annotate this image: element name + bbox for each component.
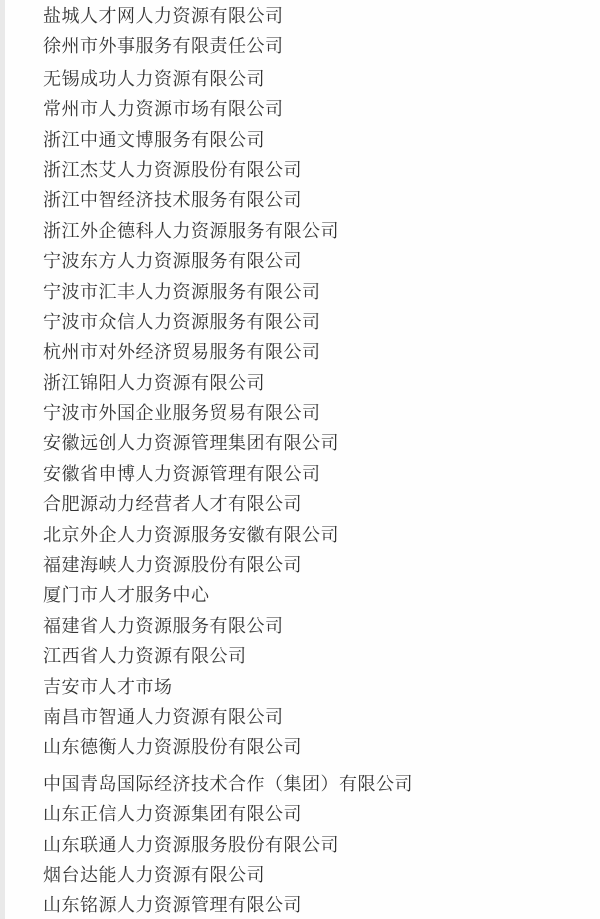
list-item: 浙江外企德科人力资源服务有限公司 [43,220,339,241]
list-item: 安徽远创人力资源管理集团有限公司 [43,433,339,454]
list-item: 浙江杰艾人力资源股份有限公司 [43,159,302,180]
list-item: 盐城人才网人力资源有限公司 [43,6,284,26]
list-item: 江西省人力资源有限公司 [43,646,247,667]
list-item: 安徽省申博人力资源管理有限公司 [43,463,321,484]
list-item: 中国青岛国际经济技术合作（集团）有限公司 [43,773,413,794]
list-item: 合肥源动力经营者人才有限公司 [43,494,302,515]
list-item: 杭州市对外经济贸易服务有限公司 [43,342,321,363]
list-item: 无锡成功人力资源有限公司 [43,68,265,89]
list-item: 福建海峡人力资源股份有限公司 [43,555,302,576]
list-item: 宁波东方人力资源服务有限公司 [43,251,302,272]
list-item: 烟台达能人力资源有限公司 [43,864,265,885]
list-item: 浙江中智经济技术服务有限公司 [43,190,302,211]
list-item: 厦门市人才服务中心 [43,585,210,606]
list-item: 吉安市人才市场 [43,676,173,697]
list-item: 宁波市众信人力资源服务有限公司 [43,311,321,332]
list-item: 山东正信人力资源集团有限公司 [43,804,302,825]
list-item: 南昌市智通人力资源有限公司 [43,706,284,727]
list-item: 宁波市汇丰人力资源服务有限公司 [43,281,321,302]
list-item: 宁波市外国企业服务贸易有限公司 [43,403,321,424]
list-item: 山东德衡人力资源股份有限公司 [43,737,302,758]
list-item: 北京外企人力资源服务安徽有限公司 [43,524,339,545]
list-item: 福建省人力资源服务有限公司 [43,615,284,636]
list-item: 浙江中通文博服务有限公司 [43,129,265,150]
list-item: 常州市人力资源市场有限公司 [43,99,284,120]
list-item: 山东铭源人力资源管理有限公司 [43,895,302,916]
list-item: 山东联通人力资源服务股份有限公司 [43,834,339,855]
list-item: 徐州市外事服务有限责任公司 [43,36,284,57]
list-item: 浙江锦阳人力资源有限公司 [43,372,265,393]
